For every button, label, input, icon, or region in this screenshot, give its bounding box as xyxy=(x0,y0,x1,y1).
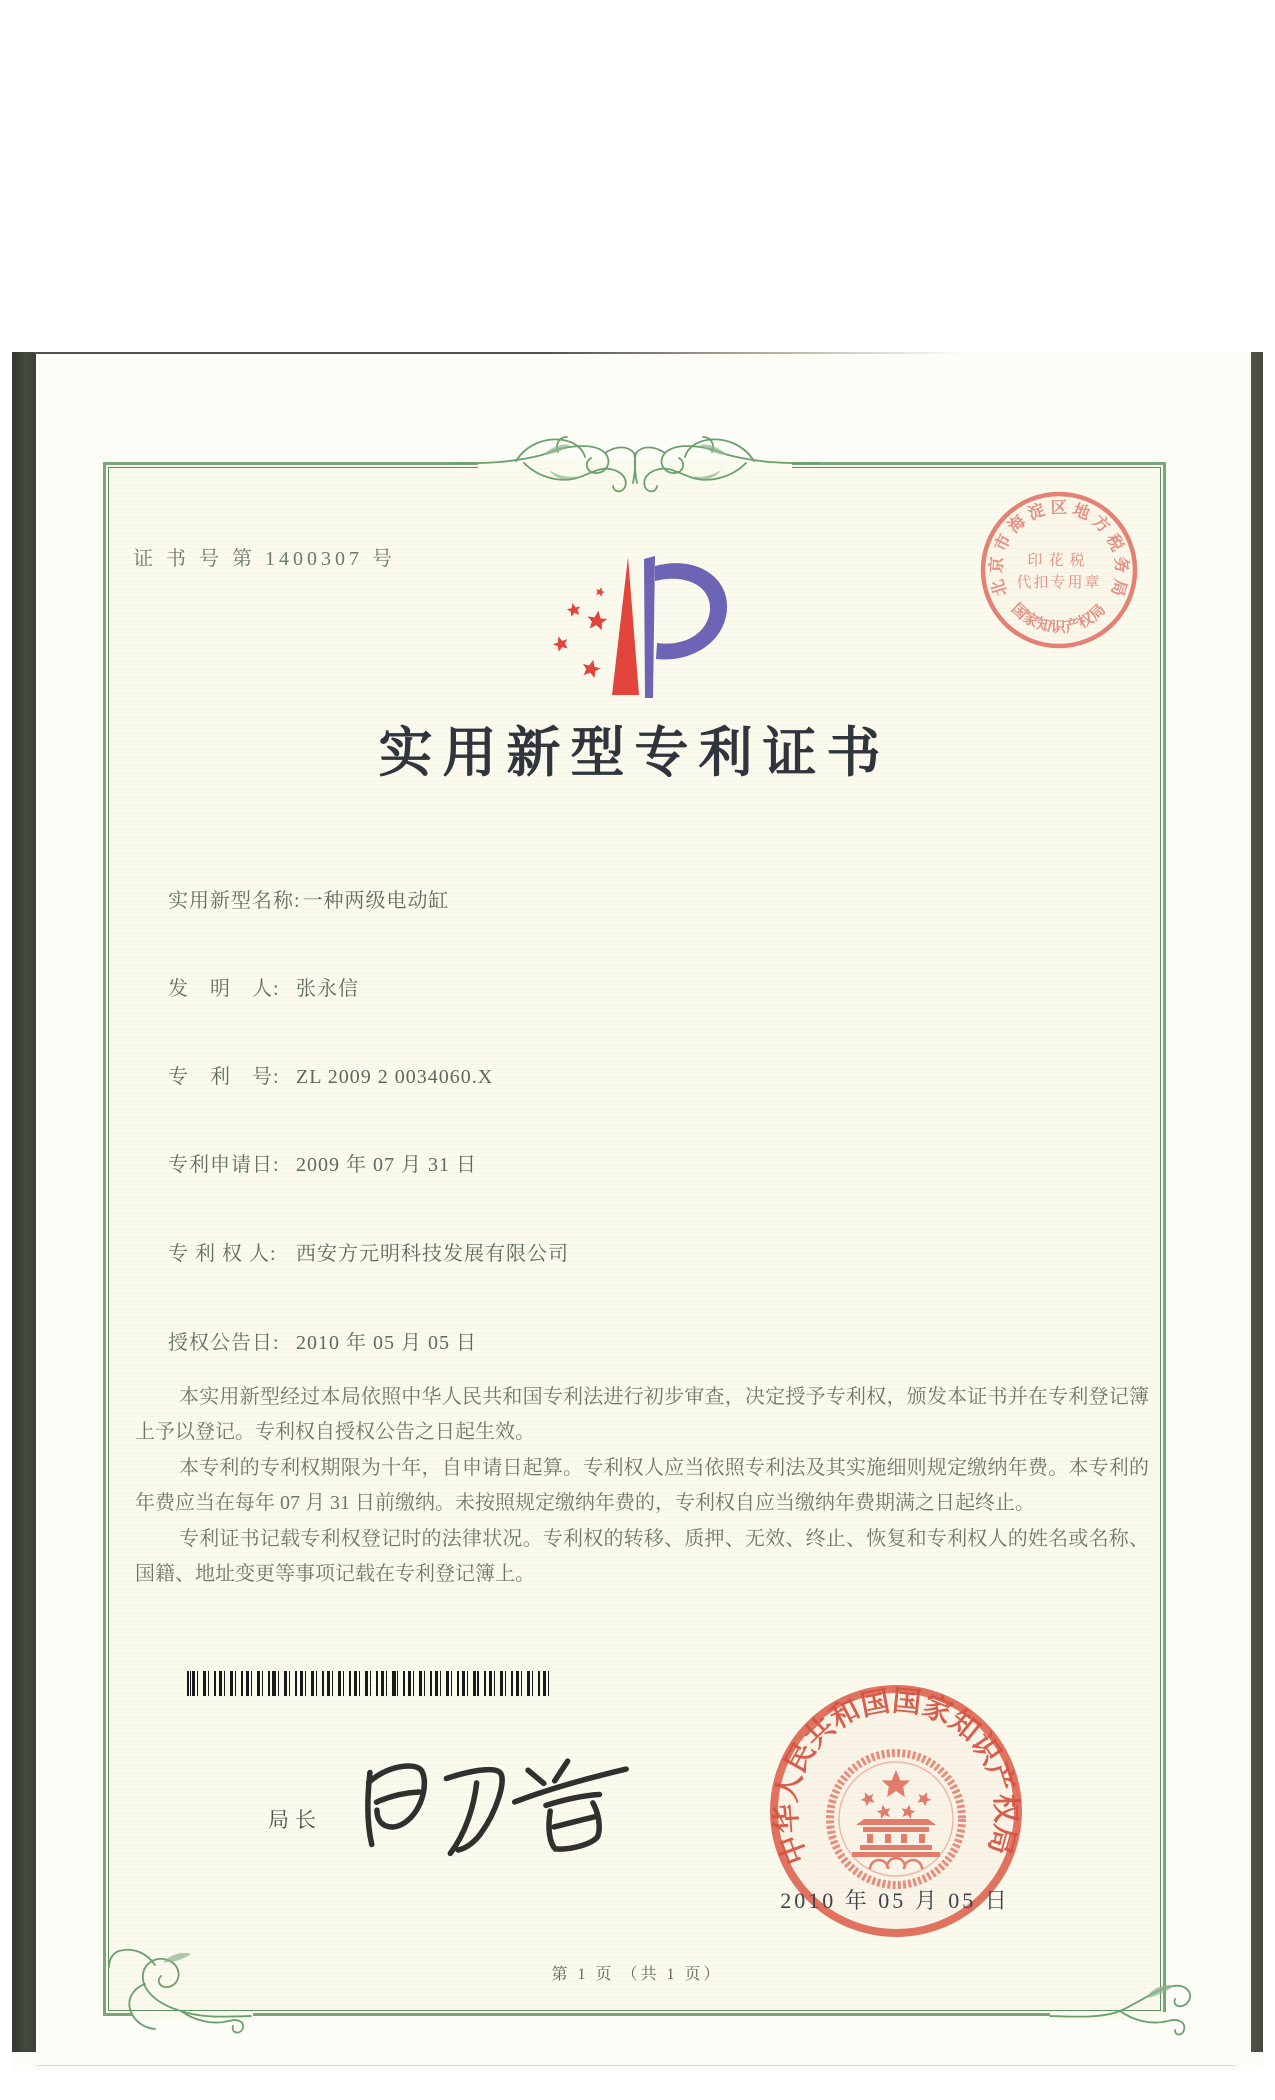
body-paragraph: 专利证书记载专利权登记时的法律状况。专利权的转移、质押、无效、终止、恢复和专利权人的姓名或名称、国籍、地址变更等事项记载在专利登记簿上。 xyxy=(135,1528,1149,1585)
director-signature xyxy=(350,1748,640,1863)
certificate-number: 证 书 号 第 1400307 号 xyxy=(133,548,396,570)
field-value: 西安方元明科技发展有限公司 xyxy=(296,1243,569,1265)
field-row-filing-date xyxy=(168,1148,477,1176)
tax-stamp-arc-bottom-text: 国家知识产权局 xyxy=(1007,600,1109,637)
field-label: 专 利 权 人: xyxy=(168,1243,277,1265)
logo-p-bowl xyxy=(655,563,727,659)
logo-red-wedge xyxy=(612,557,639,695)
tax-stamp-line1: 印花税 xyxy=(1027,553,1091,569)
barcode xyxy=(187,1671,554,1696)
field-value: 张永信 xyxy=(296,978,359,1000)
seal-date: 2010 年 05 月 05 日 xyxy=(780,1888,1010,1913)
tax-stamp-arc-top-text: 北京市海淀区地方税务局 xyxy=(986,498,1132,599)
field-value: 2009 年 07 月 31 日 xyxy=(296,1154,477,1176)
tax-stamp-line2: 代扣专用章 xyxy=(1016,575,1102,591)
field-value: 一种两级电动缸 xyxy=(302,890,450,912)
scanned-certificate-sheet xyxy=(12,352,1263,2070)
body-paragraph: 本专利的专利权期限为十年，自申请日起算。专利权人应当依照专利法及其实施细则规定缴纳年费。本专利的年费应当在每年 07 月 31 日前缴纳。未按照规定缴纳年费的，专利权自应当缴纳年费期满之日起终止。 xyxy=(135,1457,1149,1514)
scan-top-edge xyxy=(34,352,964,354)
certificate-body xyxy=(135,1380,1149,1593)
border-ornament-bottom-right xyxy=(1048,1980,1198,2042)
field-row-grant-date xyxy=(168,1326,477,1354)
field-row-inventor xyxy=(168,972,359,1000)
certificate-title: 实用新型专利证书 xyxy=(378,723,891,783)
logo-purple-bar xyxy=(644,556,655,698)
field-label: 专利申请日: xyxy=(168,1154,280,1176)
field-row-patent-no xyxy=(168,1060,493,1088)
seal-ring-text: 中华人民共和国国家知识产权局 xyxy=(770,1685,1022,1869)
director-label: 局长 xyxy=(268,1808,322,1832)
field-label: 授权公告日: xyxy=(168,1332,280,1354)
scan-left-edge xyxy=(12,352,36,2052)
page-footer: 第 1 页 （共 1 页） xyxy=(551,1966,723,1983)
field-row-name xyxy=(168,884,450,912)
field-row-patentee xyxy=(168,1237,569,1265)
field-value: 2010 年 05 月 05 日 xyxy=(296,1332,477,1354)
field-value: ZL 2009 2 0034060.X xyxy=(296,1066,494,1088)
border-ornament-bottom-left xyxy=(105,1944,253,2046)
scan-bottom-edge xyxy=(36,2065,1236,2066)
field-label: 实用新型名称: xyxy=(168,890,301,912)
tax-stamp xyxy=(974,485,1144,655)
logo-stars xyxy=(551,586,608,679)
field-label: 专 利 号: xyxy=(168,1066,280,1088)
border-ornament-top xyxy=(448,430,822,510)
scan-right-edge xyxy=(1251,352,1263,2052)
field-label: 发 明 人: xyxy=(168,978,280,1000)
sipo-logo xyxy=(548,552,738,702)
body-paragraph: 本实用新型经过本局依照中华人民共和国专利法进行初步审查，决定授予专利权，颁发本证书并在专利登记簿上予以登记。专利权自授权公告之日起生效。 xyxy=(135,1386,1149,1443)
